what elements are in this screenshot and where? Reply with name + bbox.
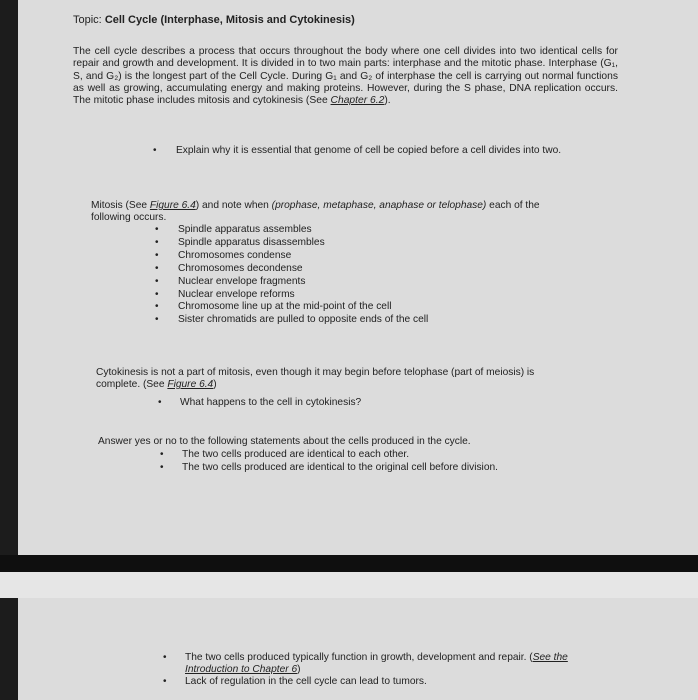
bullet-icon: •: [155, 288, 159, 300]
intro-text: The cell cycle describes a process that occurs throughout the body where one cell divides into two identical cells for repair and growth and development. It is divided in to two main parts: interphase and the mitotic phase. Interphase (G₁, S, and G₂) is the longest part of the Cell Cycle. During G₁ and G₂ of interphase the cell is carrying out normal functions as well as growing, accumulating energy and making proteins. However, during the S phase, DNA replication occurs. The mitotic phase includes mitosis and cytokinesis (See: [73, 46, 618, 107]
bottom-statement-2: Lack of regulation in the cell cycle can lead to tumors.: [185, 676, 427, 687]
topic-heading: [73, 14, 355, 27]
mitosis-item: Nuclear envelope reforms: [178, 288, 295, 300]
bullet-icon: •: [155, 224, 159, 235]
bullet-icon: •: [155, 275, 159, 287]
intro-text-end: ).: [384, 95, 391, 107]
mitosis-item: Nuclear envelope fragments: [178, 275, 306, 287]
mitosis-item: Chromosomes condense: [178, 249, 292, 261]
cytokinesis-intro: Cytokinesis is not a part of mitosis, even though it may begin before telophase (part of meiosis) is: [96, 367, 535, 378]
answer-statement-2: The two cells produced are identical to the original cell before division.: [182, 462, 498, 473]
mitosis-item: Spindle apparatus disassembles: [178, 236, 325, 248]
bullet-icon: •: [160, 449, 164, 460]
question-genome-copy: Explain why it is essential that genome of cell be copied before a cell divides into two.: [176, 145, 562, 156]
mitosis-item: Sister chromatids are pulled to opposite ends of the cell: [178, 314, 429, 326]
mitosis-intro: Mitosis (See Figure 6.4) and note when (prophase, metaphase, anaphase or telophase) each of the: [91, 200, 540, 211]
mitosis-phases: (prophase, metaphase, anaphase or telophase): [271, 200, 487, 211]
answer-intro: Answer yes or no to the following statements about the cells produced in the cycle.: [98, 436, 471, 447]
bottom-statement-1: The two cells produced typically function in growth, development and repair. (See the: [185, 652, 568, 663]
bullet-icon: •: [160, 462, 164, 473]
mitosis-item: Chromosomes decondense: [178, 262, 303, 274]
bottom-statement-1-line2: Introduction to Chapter 6): [185, 664, 301, 675]
introduction-chapter-6-link[interactable]: Introduction to Chapter 6: [185, 664, 298, 675]
topic-title: Cell Cycle (Interphase, Mitosis and Cytokinesis): [104, 14, 355, 26]
bullet-icon: •: [163, 676, 167, 687]
bullet-icon: •: [155, 262, 159, 274]
page-gap: [0, 572, 698, 598]
mitosis-intro-line2: following occurs.: [91, 212, 167, 223]
figure-6-4-link-2[interactable]: Figure 6.4: [167, 379, 214, 390]
figure-6-4-link[interactable]: Figure 6.4: [149, 200, 196, 211]
bullet-icon: •: [155, 314, 159, 326]
bullet-icon: •: [155, 249, 159, 261]
answer-statement-1: The two cells produced are identical to each other.: [182, 449, 410, 460]
mitosis-item: Spindle apparatus assembles: [178, 224, 312, 235]
bullet-icon: •: [158, 397, 162, 408]
chapter-6-2-link[interactable]: Chapter 6.2: [330, 95, 385, 107]
question-cytokinesis: What happens to the cell in cytokinesis?: [180, 397, 362, 408]
bullet-icon: •: [155, 236, 159, 248]
mitosis-item: Chromosome line up at the mid-point of the cell: [178, 301, 392, 313]
intro-paragraph: [73, 46, 618, 107]
topic-label: Topic:: [73, 14, 102, 26]
bullet-icon: •: [153, 145, 157, 156]
bullet-icon: •: [163, 652, 167, 663]
bullet-icon: •: [155, 301, 159, 313]
see-the-link[interactable]: See the: [532, 652, 568, 663]
cytokinesis-intro-line2: complete. (See Figure 6.4): [96, 379, 217, 390]
